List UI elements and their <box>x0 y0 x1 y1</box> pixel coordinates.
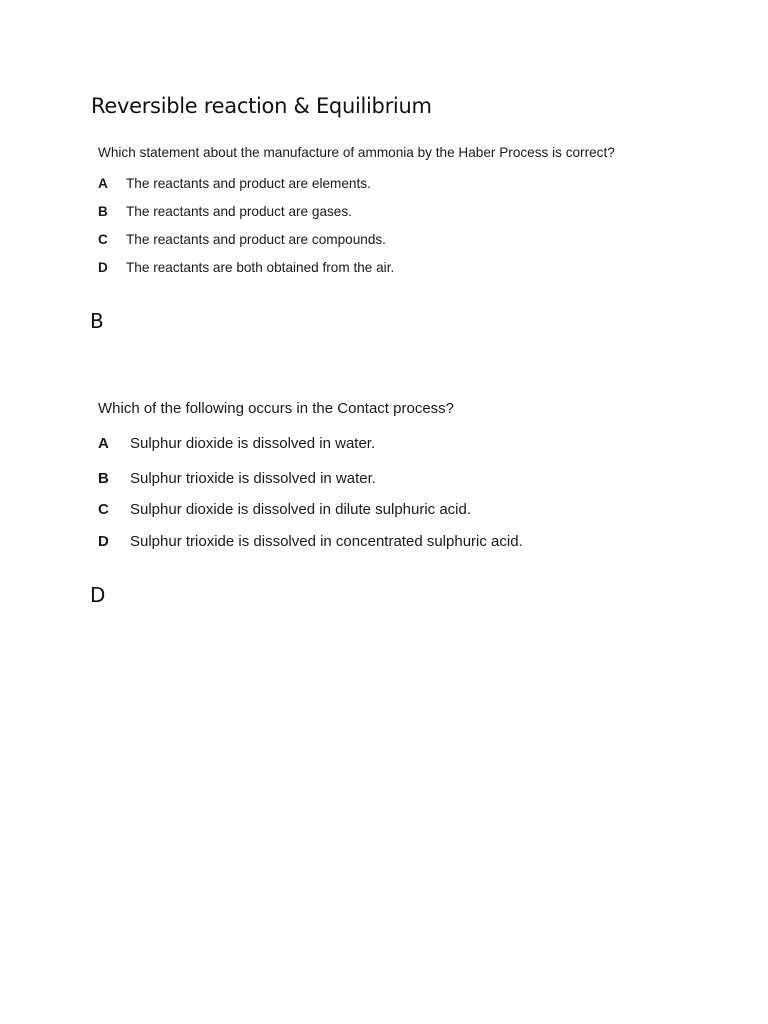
option-letter: B <box>98 470 109 487</box>
question-text: Which statement about the manufacture of ammonia by the Haber Process is correct? <box>98 145 615 160</box>
option-letter: C <box>98 501 109 518</box>
option-text: The reactants and product are gases. <box>126 204 352 219</box>
answer-2: D <box>90 583 106 607</box>
option-letter: B <box>98 204 108 219</box>
option-text: Sulphur trioxide is dissolved in concentrated sulphuric acid. <box>130 533 523 550</box>
option-letter: D <box>98 533 109 550</box>
page-title: Reversible reaction & Equilibrium <box>91 94 432 118</box>
option-text: Sulphur trioxide is dissolved in water. <box>130 470 376 487</box>
option-letter: D <box>98 260 108 275</box>
answer-1: B <box>90 309 104 333</box>
option-letter: A <box>98 435 109 452</box>
option-text: Sulphur dioxide is dissolved in dilute sulphuric acid. <box>130 501 472 518</box>
option-text: Sulphur dioxide is dissolved in water. <box>130 435 376 452</box>
option-text: The reactants and product are compounds. <box>126 232 386 247</box>
option-letter: C <box>98 232 108 247</box>
question-text: Which of the following occurs in the Contact process? <box>98 400 455 417</box>
option-letter: A <box>98 176 108 191</box>
option-text: The reactants and product are elements. <box>126 176 371 191</box>
option-text: The reactants are both obtained from the air. <box>126 260 395 275</box>
